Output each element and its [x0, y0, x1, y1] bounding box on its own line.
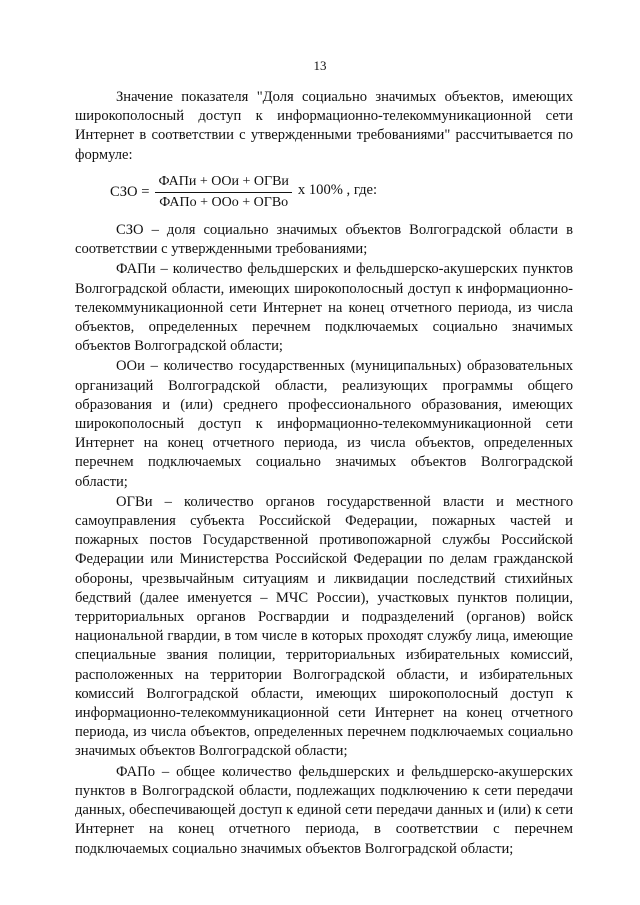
definitions-list [75, 221, 573, 859]
definition-szo: СЗО – доля социально значимых объектов Волгоградской области в соответствии с утвержденными требованиями; [75, 222, 573, 258]
formula-fraction [155, 174, 291, 211]
definition-fapo: ФАПо – общее количество фельдшерских и фельдшерско-акушерских пунктов в Волгоградской области, подлежащих подключению к сети передачи данных, обеспечивающей доступ к единой сети передачи данных и (или) к сети Интернет на конец отчетного периода, в соответствии с перечнем подключаемых социально значимых объектов Волгоградской области; [75, 763, 573, 857]
definition-ogvi: ОГВи – количество органов государственной власти и местного самоуправления субъекта Российской Федерации, пожарных частей и пожарных постов Государственной противопожарной службы Российской Федерации или Министерства Российской Федерации по делам гражданской обороны, чрезвычайным ситуациям и ликвидации последствий стихийных бедствий (далее именуется – МЧС России), участковых пунктов полиции, территориальных органов Росгвардии и подразделений (органов) войск национальной гвардии, в том числе в которых проходят службу лица, имеющие специальные звания полиции, территориальных избирательных комиссий, расположенных на территории Волгоградской области, и избирательных комиссий Волгоградской области, имеющих широкополосный доступ к информационно-телекоммуникационной сети Интернет на конец отчетного периода, из числа объектов, определенных перечнем подключаемых социально значимых объектов Волгоградской области; [75, 493, 573, 760]
formula [110, 168, 377, 216]
page-number: 13 [313, 58, 327, 73]
intro-paragraph-block [75, 88, 573, 165]
intro-paragraph: Значение показателя "Доля социально значимых объектов, имеющих широкополосный доступ к информационно-телекоммуникационной сети Интернет в соответствии с утвержденными требованиями" рассчитывается по формуле: [75, 89, 573, 163]
definition-fapi: ФАПи – количество фельдшерских и фельдшерско-акушерских пунктов Волгоградской области, имеющих широкополосный доступ к информационно-телекоммуникационной сети Интернет на конец отчетного периода, из числа объектов, определенных перечнем подключаемых социально значимых объектов Волгоградской области; [75, 261, 573, 355]
formula-denominator: ФАПо + ООо + ОГВо [159, 194, 289, 210]
formula-numerator: ФАПи + ООи + ОГВи [155, 174, 291, 193]
definition-ooi: ООи – количество государственных (муниципальных) образовательных организаций Волгоградской области, реализующих программы общего образования и (или) среднего профессионального образования, имеющих широкополосный доступ к информационно-телекоммуникационной сети Интернет на конец отчетного периода, из числа объектов, определенных перечнем подключаемых социально значимых объектов Волгоградской области; [75, 358, 573, 490]
formula-lhs: СЗО = [110, 183, 150, 200]
formula-tail: x 100% , где: [297, 181, 378, 198]
